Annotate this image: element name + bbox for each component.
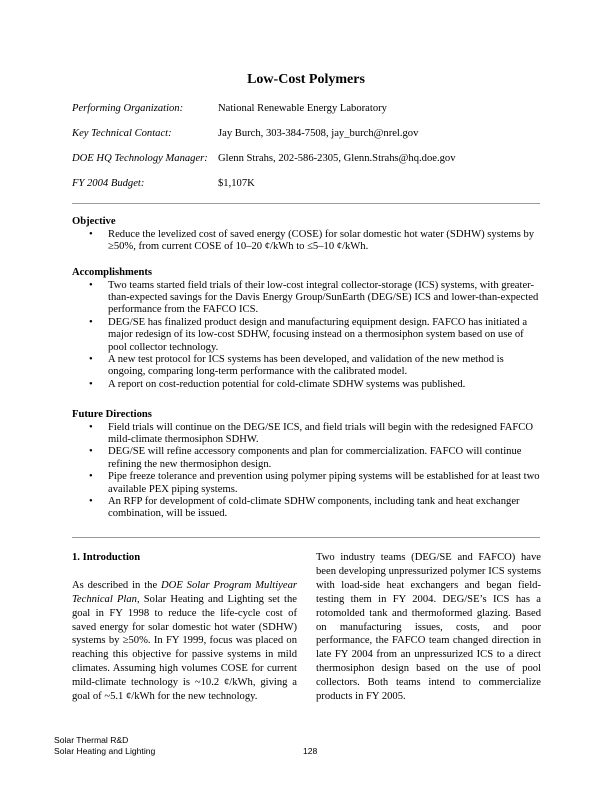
meta-value: $1,107K: [218, 178, 255, 189]
meta-value: Jay Burch, 303-384-7508, jay_burch@nrel.gov: [218, 128, 419, 139]
intro-right-column: [316, 551, 541, 704]
list-item-text: DEG/SE will refine accessory components and plan for commercialization. FAFCO will continue refining the new thermosiphon design.: [108, 446, 522, 470]
list-item-text: DEG/SE has finalized product design and manufacturing equipment design. FAFCO has initiated a major redesign of its low-cost SDHW, focusing instead on a thermosiphon system based on use of pool collector technology.: [108, 316, 528, 353]
bullet-icon: •: [89, 353, 93, 365]
intro-text: As described in the: [72, 579, 162, 591]
meta-label: Performing Organization:: [72, 103, 184, 114]
list-item-text: A new test protocol for ICS systems has been developed, and validation of the new method is ongoing, comparing long-term performance with the calibrated model.: [108, 353, 504, 378]
future-directions-list: [72, 422, 542, 521]
introduction-heading: 1. Introduction: [72, 552, 141, 563]
objective-heading: Objective: [72, 216, 116, 227]
page-title: Low-Cost Polymers: [247, 72, 365, 87]
meta-row-performing-organization: [72, 103, 542, 117]
list-item: [72, 354, 542, 379]
page-number: 128: [303, 745, 318, 756]
list-item: [72, 471, 542, 496]
list-item: [72, 229, 542, 254]
list-item-text: An RFP for development of cold-climate SDHW components, including tank and heat exchanger combination, will be issued.: [108, 495, 520, 520]
divider-bottom: [72, 537, 540, 538]
bullet-icon: •: [89, 316, 93, 328]
list-item: [72, 496, 542, 521]
bullet-icon: •: [89, 378, 93, 390]
meta-label: Key Technical Contact:: [72, 128, 172, 139]
bullet-icon: •: [89, 421, 93, 433]
list-item: [72, 317, 542, 354]
bullet-icon: •: [89, 279, 93, 291]
intro-paragraph-right: Two industry teams (DEG/SE and FAFCO) have been developing unpressurized polymer ICS systems with load-side heat exchangers and began field-testing them in FY 2004. DEG/SE’s ICS has a rotomolded tank and thermoformed glazing. Based on manufacturing issues, costs, and poor performance, the FAFCO team changed direction in late FY 2004 from an unpressurized ICS to a direct thermosiphon design based on the use of pool collectors. Both teams intend to commercialize products in FY 2005.: [316, 552, 541, 703]
list-item: [72, 379, 542, 391]
objective-list: [72, 229, 542, 254]
meta-row-doe-hq-manager: [72, 153, 542, 167]
list-item-text: Reduce the levelized cost of saved energy (COSE) for solar domestic hot water (SDHW) systems by ≥50%, from current COSE of 10–20 ¢/kWh to ≤5–10 ¢/kWh.: [108, 228, 535, 252]
accomplishments-heading: Accomplishments: [72, 267, 153, 278]
bullet-icon: •: [89, 495, 93, 507]
list-item-text: Two teams started field trials of their low-cost integral collector-storage (ICS) systems, with greater-than-expected savings for the Davis Energy Group/SunEarth (DEG/SE) ICS and lower-than-expected performance from the FAFCO ICS.: [108, 279, 539, 316]
bullet-icon: •: [89, 228, 93, 240]
plan-title: DOE Solar Program Multiyear Technical Plan: [72, 579, 297, 605]
accomplishments-list: [72, 280, 542, 392]
list-item-text: Pipe freeze tolerance and prevention using polymer piping systems will be established for at least two available PEX piping systems.: [108, 471, 540, 495]
accomplishments-section: [72, 267, 542, 391]
meta-label: DOE HQ Technology Manager:: [72, 153, 208, 164]
list-item: [72, 422, 542, 447]
list-item-text: A report on cost-reduction potential for cold-climate SDHW systems was published.: [108, 378, 466, 390]
divider-top: [72, 203, 540, 204]
intro-text: , Solar Heating and Lighting set the goal in FY 1998 to reduce the life-cycle cost of saved energy for solar domestic hot water (SDHW) systems by ≥50%. In FY 1999, focus was placed on reaching this objective for passive systems in mild climates. Assuming high volumes COSE for current mild-climate technology is ~10.2 ¢/kWh, giving a goal of ~5.1 ¢/kWh for the new technology.: [72, 593, 297, 703]
meta-row-key-technical-contact: [72, 128, 542, 142]
intro-paragraph-left: [72, 579, 297, 704]
meta-label: FY 2004 Budget:: [72, 178, 145, 189]
bullet-icon: •: [89, 446, 93, 458]
future-directions-section: [72, 409, 542, 521]
list-item: [72, 280, 542, 317]
intro-left-column: [72, 551, 297, 704]
meta-value: National Renewable Energy Laboratory: [218, 103, 387, 114]
footer-line-2: Solar Heating and Lighting: [54, 745, 156, 756]
objective-section: [72, 216, 542, 253]
list-item-text: Field trials will continue on the DEG/SE ICS, and field trials will begin with the redesigned FAFCO mild-climate thermosiphon SDHW.: [108, 421, 533, 445]
footer-line-1: Solar Thermal R&D: [54, 735, 129, 745]
future-directions-heading: Future Directions: [72, 409, 152, 420]
list-item: [72, 446, 542, 471]
bullet-icon: •: [89, 471, 93, 483]
meta-row-budget: [72, 178, 542, 192]
meta-value: Glenn Strahs, 202-586-2305, Glenn.Strahs@hq.doe.gov: [218, 153, 456, 164]
